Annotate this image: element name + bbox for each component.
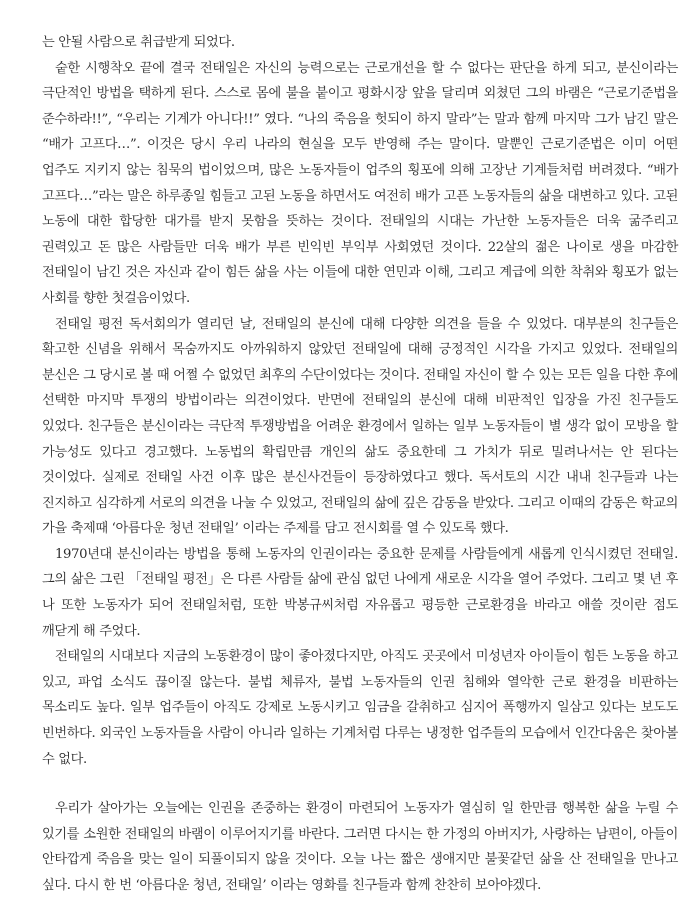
paragraph-conclusion: 우리가 살아가는 오늘에는 인권을 존중하는 환경이 마련되어 노동자가 열심히 일 한만큼 행복한 삶을 누릴 수 있기를 소원한 전태일의 바램이 이루어지기를 바란다. 그러면 다시는 한 가정의 아버지가, 사랑하는 남편이, 아들이 안타깝게 죽음을 맞는 일이 되풀이되지 않을 것이다. 오늘 나는 짧은 생애지만 불꽃같던 삶을 산 전태일을 만나고 싶다. 다시 한 번 ‘아름다운 청년, 전태일’ 이라는 영화를 친구들과 함께 찬찬히 보아야겠다. — [42, 801, 678, 893]
paragraph-current-labor: 전태일의 시대보다 지금의 노동환경이 많이 좋아졌다지만, 아직도 곳곳에서 미성년자 아이들이 힘든 노동을 하고 있고, 파업 소식도 끊이질 않는다. 불법 체류자, 불법 노동자들의 인권 침해와 열악한 근로 환경을 비판하는 목소리도 높다. 일부 업주들이 아직도 강제로 노동시키고 임금을 갈취하고 심지어 폭행까지 일삼고 있다는 보도도 빈번하다. 외국인 노동자들을 사람이 아니라 일하는 기계처럼 다루는 냉정한 업주들의 모습에서 인간다움은 찾아볼 수 없다. — [42, 649, 678, 767]
paragraph-1970s: 1970년대 분신이라는 방법을 통해 노동자의 인권이라는 중요한 문제를 사람들에게 새롭게 인식시켰던 전태일. 그의 삶은 그린 「전태일 평전」은 다른 사람들 삶에 관심 없던 나에게 새로운 시각을 열어 주었다. 그리고 몇 년 후 나 또한 노동자가 되어 전태일처럼, 또한 박봉규씨처럼 자유롭고 평등한 근로환경을 바라고 애쓸 것이란 점도 깨닫게 해 주었다. — [42, 546, 678, 639]
document-page — [42, 30, 678, 899]
paragraph-reading-discussion: 전태일 평전 독서회의가 열리던 날, 전태일의 분신에 대해 다양한 의견을 들을 수 있었다. 대부분의 친구들은 확고한 신념을 위해서 목숨까지도 아까워하지 않았던 전태일에 대해 긍정적인 시각을 가지고 있었다. 전태일의 분신은 그 당시로 볼 때 어쩔 수 없었던 최후의 수단이었다는 것이다. 전태일 자신이 할 수 있는 모든 일을 다한 후에 선택한 마지막 투쟁의 방법이라는 의견이었다. 반면에 전태일의 분신에 대해 비판적인 입장을 가진 친구들도 있었다. 친구들은 분신이라는 극단적 투쟁방법을 어려운 환경에서 일하는 일부 노동자들이 별 생각 없이 모방을 할 가능성도 있다고 경고했다. 노동법의 확립만큼 개인의 삶도 중요한데 그 가치가 뒤로 밀려나서는 안 된다는 것이었다. 실제로 전태일 사건 이후 많은 분신사건들이 등장하였다고 했다. 독서토의 시간 내내 친구들과 나는 진지하고 심각하게 서로의 의견을 나눌 수 있었고, 전태일의 삶에 깊은 감동을 받았다. 그리고 이때의 감동은 학교의 가을 축제때 ‘아름다운 청년 전태일’ 이라는 주제를 담고 전시회를 열 수 있도록 했다. — [42, 316, 678, 537]
paragraph-self-immolation: 숱한 시행착오 끝에 결국 전태일은 자신의 능력으로는 근로개선을 할 수 없다는 판단을 하게 되고, 분신이라는 극단적인 방법을 택하게 된다. 스스로 몸에 불을 붙이고 평화시장 앞을 달리며 외쳤던 그의 바램은 “근로기준법을 준수하라!!”, “우리는 기계가 아니다!!” 였다. “나의 죽음을 헛되이 하지 말라”는 말과 함께 마지막 그가 남긴 말은 “배가 고프다…”. 이것은 당시 우리 나라의 현실을 모두 반영해 주는 말이다. 말뿐인 근로기준법은 이미 어떤 업주도 지키지 않는 침묵의 법이었으며, 많은 노동자들이 업주의 횡포에 의해 고장난 기계들처럼 버려졌다. “배가 고프다…”라는 말은 하루종일 힘들고 고된 노동을 하면서도 여전히 배가 고픈 노동자들의 삶을 대변하고 있다. 고된 노동에 대한 합당한 대가를 받지 못함을 뜻하는 것이다. 전태일의 시대는 가난한 노동자들은 더욱 굶주리고 권력있고 돈 많은 사람들만 더욱 배가 부른 빈익빈 부익부 사회였던 것이다. 22살의 젊은 나이로 생을 마감한 전태일이 남긴 것은 자신과 같이 힘든 삶을 사는 이들에 대한 연민과 이해, 그리고 계급에 의한 착취와 횡포가 없는 사회를 향한 첫걸음이었다. — [42, 60, 678, 306]
paragraph-gap — [42, 772, 678, 796]
paragraph-continued: 는 안될 사람으로 취급받게 되었다. — [42, 35, 235, 50]
